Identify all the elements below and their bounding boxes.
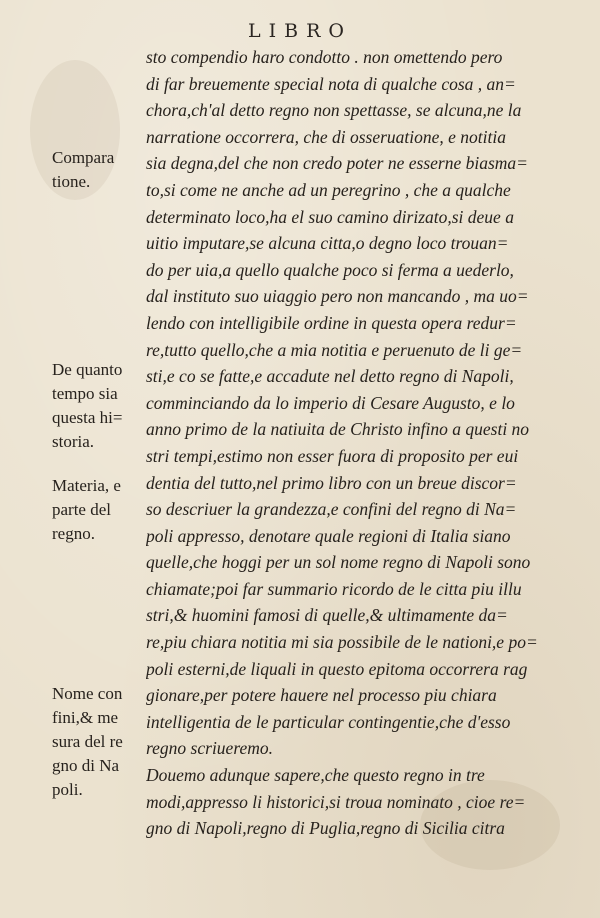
text-line: re,tutto quello,che a mia notitia e peruenuto de li ge= [146, 339, 523, 360]
text-line: regno scriueremo. [146, 738, 274, 759]
text-line: sti,e co se fatte,e accadute nel detto regno di Napoli, [146, 366, 514, 387]
margin-note-line: storia. [52, 432, 95, 451]
margin-note-line: regno. [52, 524, 95, 543]
text-line: chora,ch'al detto regno non spettasse, se alcuna,ne la [146, 100, 522, 121]
running-head: LIBRO [248, 20, 352, 42]
text-line: re,piu chiara notitia mi sia possibile de le nationi,e po= [146, 632, 538, 653]
margin-note-line: sura del re [52, 732, 123, 751]
text-line: determinato loco,ha el suo camino dirizato,si deue a [146, 206, 514, 227]
margin-note [52, 146, 147, 194]
text-line: stri tempi,estimo non esser fuora di proposito per eui [146, 445, 519, 466]
text-line: dal instituto suo uiaggio pero non mancando , ma uo= [146, 286, 529, 307]
text-line: lendo con intelligibile ordine in questa opera redur= [146, 312, 517, 333]
text-line: dentia del tutto,nel primo libro con un breue discor= [146, 472, 517, 493]
margin-note-line: tione. [52, 172, 91, 191]
margin-note-line: questa hi= [52, 408, 123, 427]
text-line: anno primo de la natiuita de Christo infino a questi no [146, 419, 530, 440]
text-line: to,si come ne anche ad un peregrino , che a qualche [146, 179, 511, 200]
main-text-block [146, 44, 576, 842]
margin-note-line: Materia, e [52, 476, 121, 495]
text-line: so descriuer la grandezza,e confini del regno di Na= [146, 499, 517, 520]
margin-note [52, 682, 147, 802]
margin-note-line: tempo sia [52, 384, 118, 403]
text-line: intelligentia de le particular contingentie,che d'esso [146, 711, 511, 732]
text-line: narratione occorrera, che di osseruatione, e notitia [146, 126, 506, 147]
text-line: chiamate;poi far summario ricordo de le citta piu illu [146, 578, 522, 599]
margin-note [52, 358, 147, 454]
text-line: gionare,per potere hauere nel processo piu chiara [146, 685, 497, 706]
margin-note-line: Nome con [52, 684, 123, 703]
text-line: gno di Napoli,regno di Puglia,regno di Sicilia citra [146, 818, 505, 839]
margin-note-line: gno di Na [52, 756, 120, 775]
text-line: di far breuemente special nota di qualche cosa , an= [146, 73, 516, 94]
margin-note-line: poli. [52, 780, 83, 799]
margin-note-line: parte del [52, 500, 111, 519]
text-line: quelle,che hoggi per un sol nome regno di Napoli sono [146, 552, 531, 573]
margin-note-line: De quanto [52, 360, 123, 379]
margin-note-line: fini,& me [52, 708, 119, 727]
text-line: sia degna,del che non credo poter ne esserne biasma= [146, 153, 528, 174]
text-line: comminciando da lo imperio di Cesare Augusto, e lo [146, 392, 515, 413]
text-line: uitio imputare,se alcuna citta,o degno loco trouan= [146, 233, 509, 254]
text-line: Douemo adunque sapere,che questo regno in tre [146, 765, 485, 786]
text-line: poli esterni,de liquali in questo epitoma occorrera rag [146, 658, 528, 679]
text-line: modi,appresso li historici,si troua nominato , cioe re= [146, 791, 526, 812]
margin-note [52, 474, 147, 546]
text-line: do per uia,a quello qualche poco si ferma a uederlo, [146, 259, 514, 280]
margin-note-line: Compara [52, 148, 115, 167]
text-line: sto compendio haro condotto . non omettendo pero [146, 47, 503, 67]
text-line: stri,& huomini famosi di quelle,& ultimamente da= [146, 605, 508, 626]
text-line: poli appresso, denotare quale regioni di Italia siano [146, 525, 511, 546]
